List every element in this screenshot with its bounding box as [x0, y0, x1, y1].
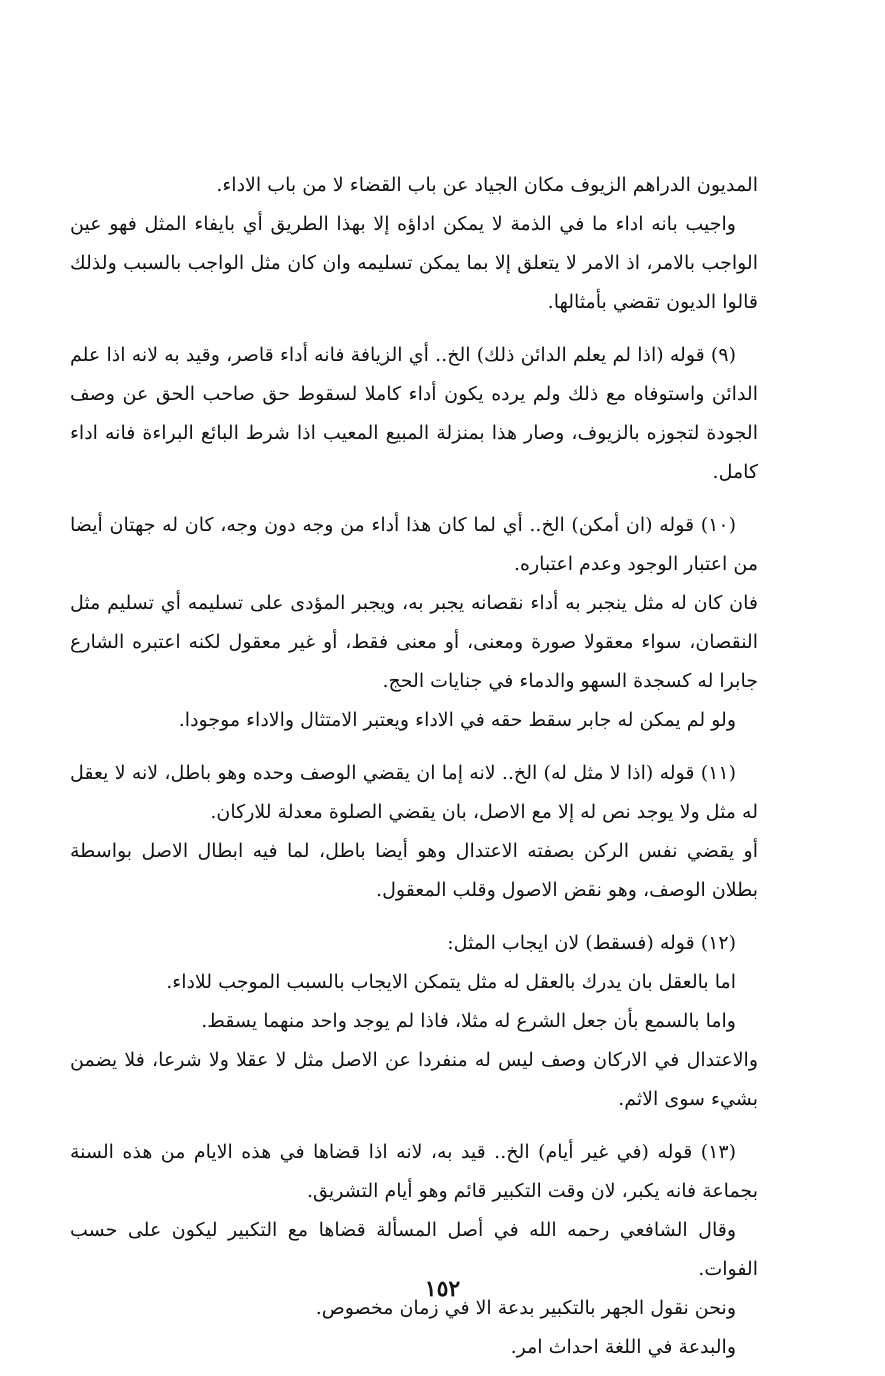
section-gap	[70, 740, 758, 754]
section-gap	[70, 492, 758, 506]
paragraph: والبدعة في اللغة احداث امر.	[510, 1336, 736, 1358]
section-gap	[70, 1119, 758, 1133]
paragraph: (١٢) قوله (فسقط) لان ايجاب المثل:	[447, 932, 736, 954]
paragraph: والاعتدال في الاركان وصف ليس له منفردا عن الاصل مثل لا عقلا ولا شرعا، فلا يضمن بشيء سوى الاثم.	[70, 1049, 758, 1110]
section-gap	[70, 322, 758, 336]
paragraph: ونحن نقول الجهر بالتكبير بدعة الا في زمان مخصوص.	[315, 1297, 736, 1319]
paragraph: (١٣) قوله (في غير أيام) الخ.. قيد به، لانه اذا قضاها في هذه الايام من هذه السنة بجماعة فانه يكبر، لان وقت التكبير قائم وهو أيام التشريق.	[70, 1141, 758, 1202]
page-number: ١٥٢	[424, 1276, 461, 1302]
paragraph: (١٠) قوله (ان أمكن) الخ.. أي لما كان هذا أداء من وجه دون وجه، كان له جهتان أيضا من اعتبار الوجود وعدم اعتباره.	[70, 514, 758, 575]
paragraph: وقال الشافعي رحمه الله في أصل المسألة قضاها مع التكبير ليكون على حسب الفوات.	[70, 1219, 758, 1280]
paragraph: واجيب بانه اداء ما في الذمة لا يمكن اداؤه إلا بهذا الطريق أي بايفاء المثل فهو عين الواجب بالامر، اذ الامر لا يتعلق إلا بما يمكن تسليمه وان كان مثل الواجب بالسبب ولذلك قالوا الديون تقضي بأمثالها.	[70, 213, 758, 313]
paragraph: ولو لم يمكن له جابر سقط حقه في الاداء ويعتبر الامتثال والاداء موجودا.	[178, 709, 736, 731]
section-gap	[70, 910, 758, 924]
body-text	[70, 166, 758, 1367]
paragraph: أو يقضي نفس الركن بصفته الاعتدال وهو أيضا باطل، لما فيه ابطال الاصل بواسطة بطلان الوصف، وهو نقض الاصول وقلب المعقول.	[70, 840, 758, 901]
paragraph: (١١) قوله (اذا لا مثل له) الخ.. لانه إما ان يقضي الوصف وحده وهو باطل، لانه لا يعقل له مثل ولا يوجد نص له إلا مع الاصل، بان يقضي الصلوة معدلة للاركان.	[70, 762, 758, 823]
paragraph: اما بالعقل بان يدرك بالعقل له مثل يتمكن الايجاب بالسبب الموجب للاداء.	[166, 971, 736, 993]
paragraph: واما بالسمع بأن جعل الشرع له مثلا، فاذا لم يوجد واحد منهما يسقط.	[201, 1010, 736, 1032]
paragraph: (٩) قوله (اذا لم يعلم الدائن ذلك) الخ.. أي الزيافة فانه أداء قاصر، وقيد به لانه اذا علم الدائن واستوفاه مع ذلك ولم يرده يكون أداء كاملا لسقوط حق صاحب الحق عن وصف الجودة لتجوزه بالزيوف، وصار هذا بمنزلة المبيع المعيب اذا شرط البائع البراءة فانه اداء كامل.	[70, 344, 758, 483]
paragraph: المديون الدراهم الزيوف مكان الجياد عن باب القضاء لا من باب الاداء.	[216, 174, 758, 196]
paragraph: فان كان له مثل ينجبر به أداء نقصانه يجبر به، ويجبر المؤدى على تسليمه أي تسليم مثل النقصان، سواء معقولا صورة ومعنى، أو معنى فقط، أو غير معقول لكنه اعتبره الشارع جابرا له كسجدة السهو والدماء في جنايات الحج.	[70, 592, 758, 692]
